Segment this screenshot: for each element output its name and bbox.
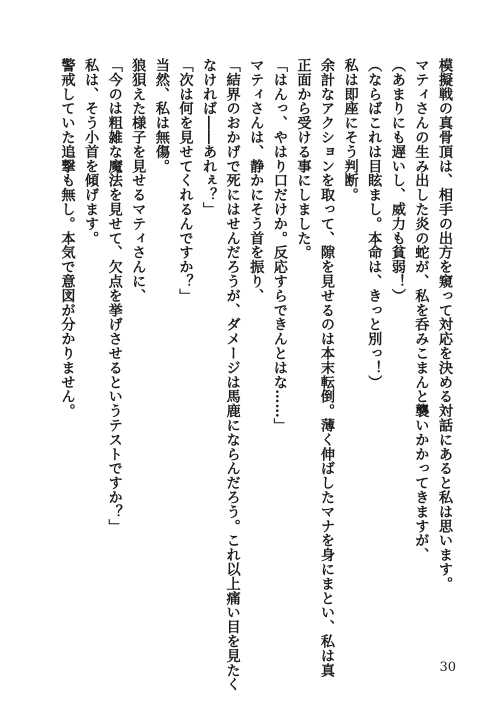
- text-line: 狼狽えた様子を見せるマティさんに、: [130, 58, 147, 303]
- text-line: 私は即座にそう判断。: [342, 58, 359, 202]
- text-line: 「今のは粗雑な魔法を見せて、欠点を挙げさせるというテストですか？」: [106, 58, 123, 534]
- text-line: 私は、そう小首を傾げます。: [83, 58, 100, 246]
- text-line: 「結界のおかげで死にはせんだろうが、ダメージは馬鹿にならんだろう。これ以上痛い目を見たく: [224, 58, 241, 692]
- page-number: 30: [439, 660, 456, 675]
- text-line: 当然、私は無傷。: [153, 58, 170, 174]
- text-line: 警戒していた追撃も無し。本気で意図が分かりません。: [59, 58, 76, 418]
- text-line: マティさんの生み出した炎の蛇が、私を呑みこまんと襲いかかってきますが、: [413, 58, 430, 562]
- text-line: 「はんっ、やはり口だけか。反応すらできんとはな……」: [271, 58, 288, 433]
- text-line: 「次は何を見せてくれるんですか？」: [177, 58, 194, 303]
- text-line: 余計なアクションを取って、隙を見せるのは本末転倒。薄く伸ばしたマナを身にまとい、私は真: [319, 58, 336, 678]
- text-line: （あまりにも遅いし、威力も貧弱！）: [389, 58, 406, 303]
- text-line: 正面から受ける事にしました。: [295, 58, 312, 260]
- text-line: （ならばこれは目眩まし。本命は、きっと別っ！）: [366, 58, 383, 390]
- text-line: 模擬戦の真骨頂は、相手の出方を窺って対応を決める対話にあると私は思います。: [437, 58, 453, 591]
- text-line: マティさんは、静かにそう首を振り、: [248, 58, 265, 303]
- text-line: なければ――あれぇ？」: [201, 58, 218, 217]
